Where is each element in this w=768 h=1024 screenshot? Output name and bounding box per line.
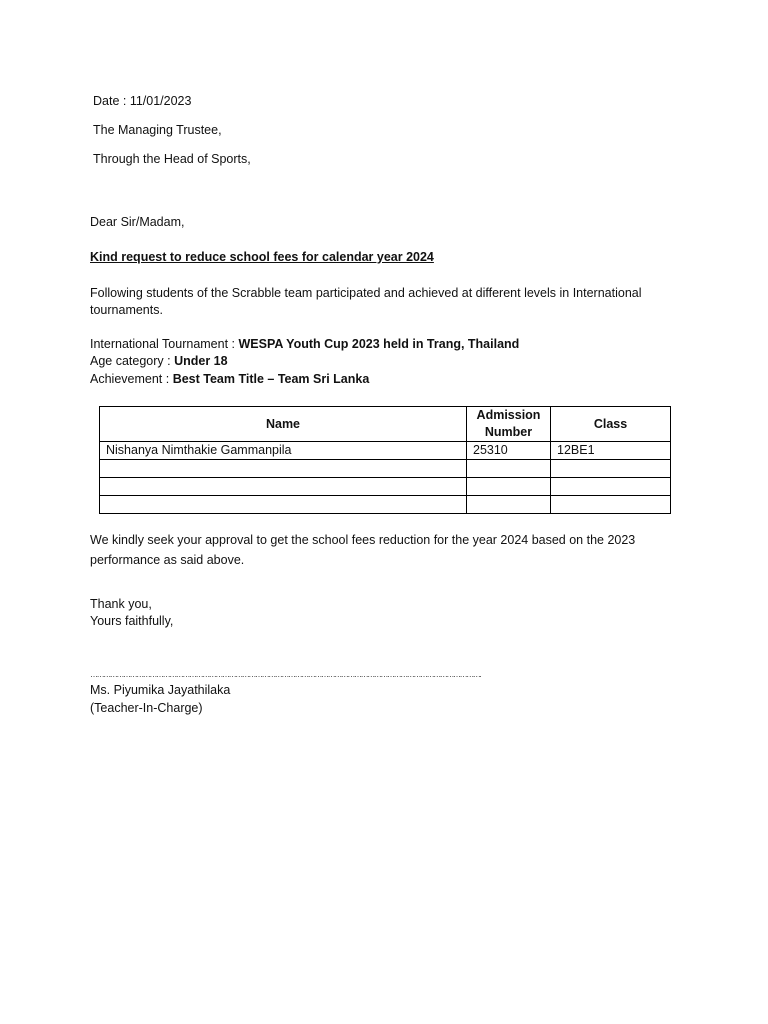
closing-thank-you: Thank you, <box>90 597 152 611</box>
cell-name <box>100 478 467 496</box>
recipient-line: The Managing Trustee, <box>93 123 222 137</box>
letter-subject: Kind request to reduce school fees for calendar year 2024 <box>90 250 434 264</box>
cell-class: 12BE1 <box>551 442 671 460</box>
detail-label: Achievement : <box>90 372 173 386</box>
intro-paragraph: Following students of the Scrabble team participated and achieved at different levels in International tournaments. <box>90 286 642 317</box>
request-paragraph: We kindly seek your approval to get the school fees reduction for the year 2024 based on the 2023 performance as said above. <box>90 533 636 567</box>
table-row <box>100 478 671 496</box>
detail-achievement <box>90 371 369 388</box>
detail-age-category <box>90 353 228 370</box>
closing-yours-faithfully: Yours faithfully, <box>90 614 174 628</box>
cell-admission-number <box>467 496 551 514</box>
cell-class <box>551 478 671 496</box>
cell-admission-number <box>467 478 551 496</box>
table-row <box>100 442 671 460</box>
table-header-row <box>100 407 671 442</box>
detail-tournament <box>90 336 519 353</box>
signatory-title: (Teacher-In-Charge) <box>90 701 203 715</box>
column-header-class: Class <box>551 407 671 442</box>
students-table <box>99 406 671 514</box>
detail-label: International Tournament : <box>90 337 239 351</box>
cell-class <box>551 496 671 514</box>
cell-name <box>100 460 467 478</box>
salutation: Dear Sir/Madam, <box>90 215 185 229</box>
cell-class <box>551 460 671 478</box>
column-header-name: Name <box>100 407 467 442</box>
cell-name <box>100 496 467 514</box>
table-row <box>100 496 671 514</box>
table-row <box>100 460 671 478</box>
column-header-admission-number: Admission Number <box>467 407 551 442</box>
signatory-name: Ms. Piyumika Jayathilaka <box>90 683 231 697</box>
letter-date: Date : 11/01/2023 <box>93 94 192 108</box>
detail-label: Age category : <box>90 354 175 368</box>
detail-value: WESPA Youth Cup 2023 held in Trang, Thailand <box>238 337 520 351</box>
cell-admission-number <box>467 460 551 478</box>
signature-line: ……………………………………………………………………………………………………………………………………………………………. <box>90 670 481 679</box>
cell-admission-number: 25310 <box>467 442 551 460</box>
detail-value: Under 18 <box>174 354 228 368</box>
detail-value: Best Team Title – Team Sri Lanka <box>172 372 370 386</box>
through-line: Through the Head of Sports, <box>93 152 251 166</box>
cell-name: Nishanya Nimthakie Gammanpila <box>100 442 467 460</box>
